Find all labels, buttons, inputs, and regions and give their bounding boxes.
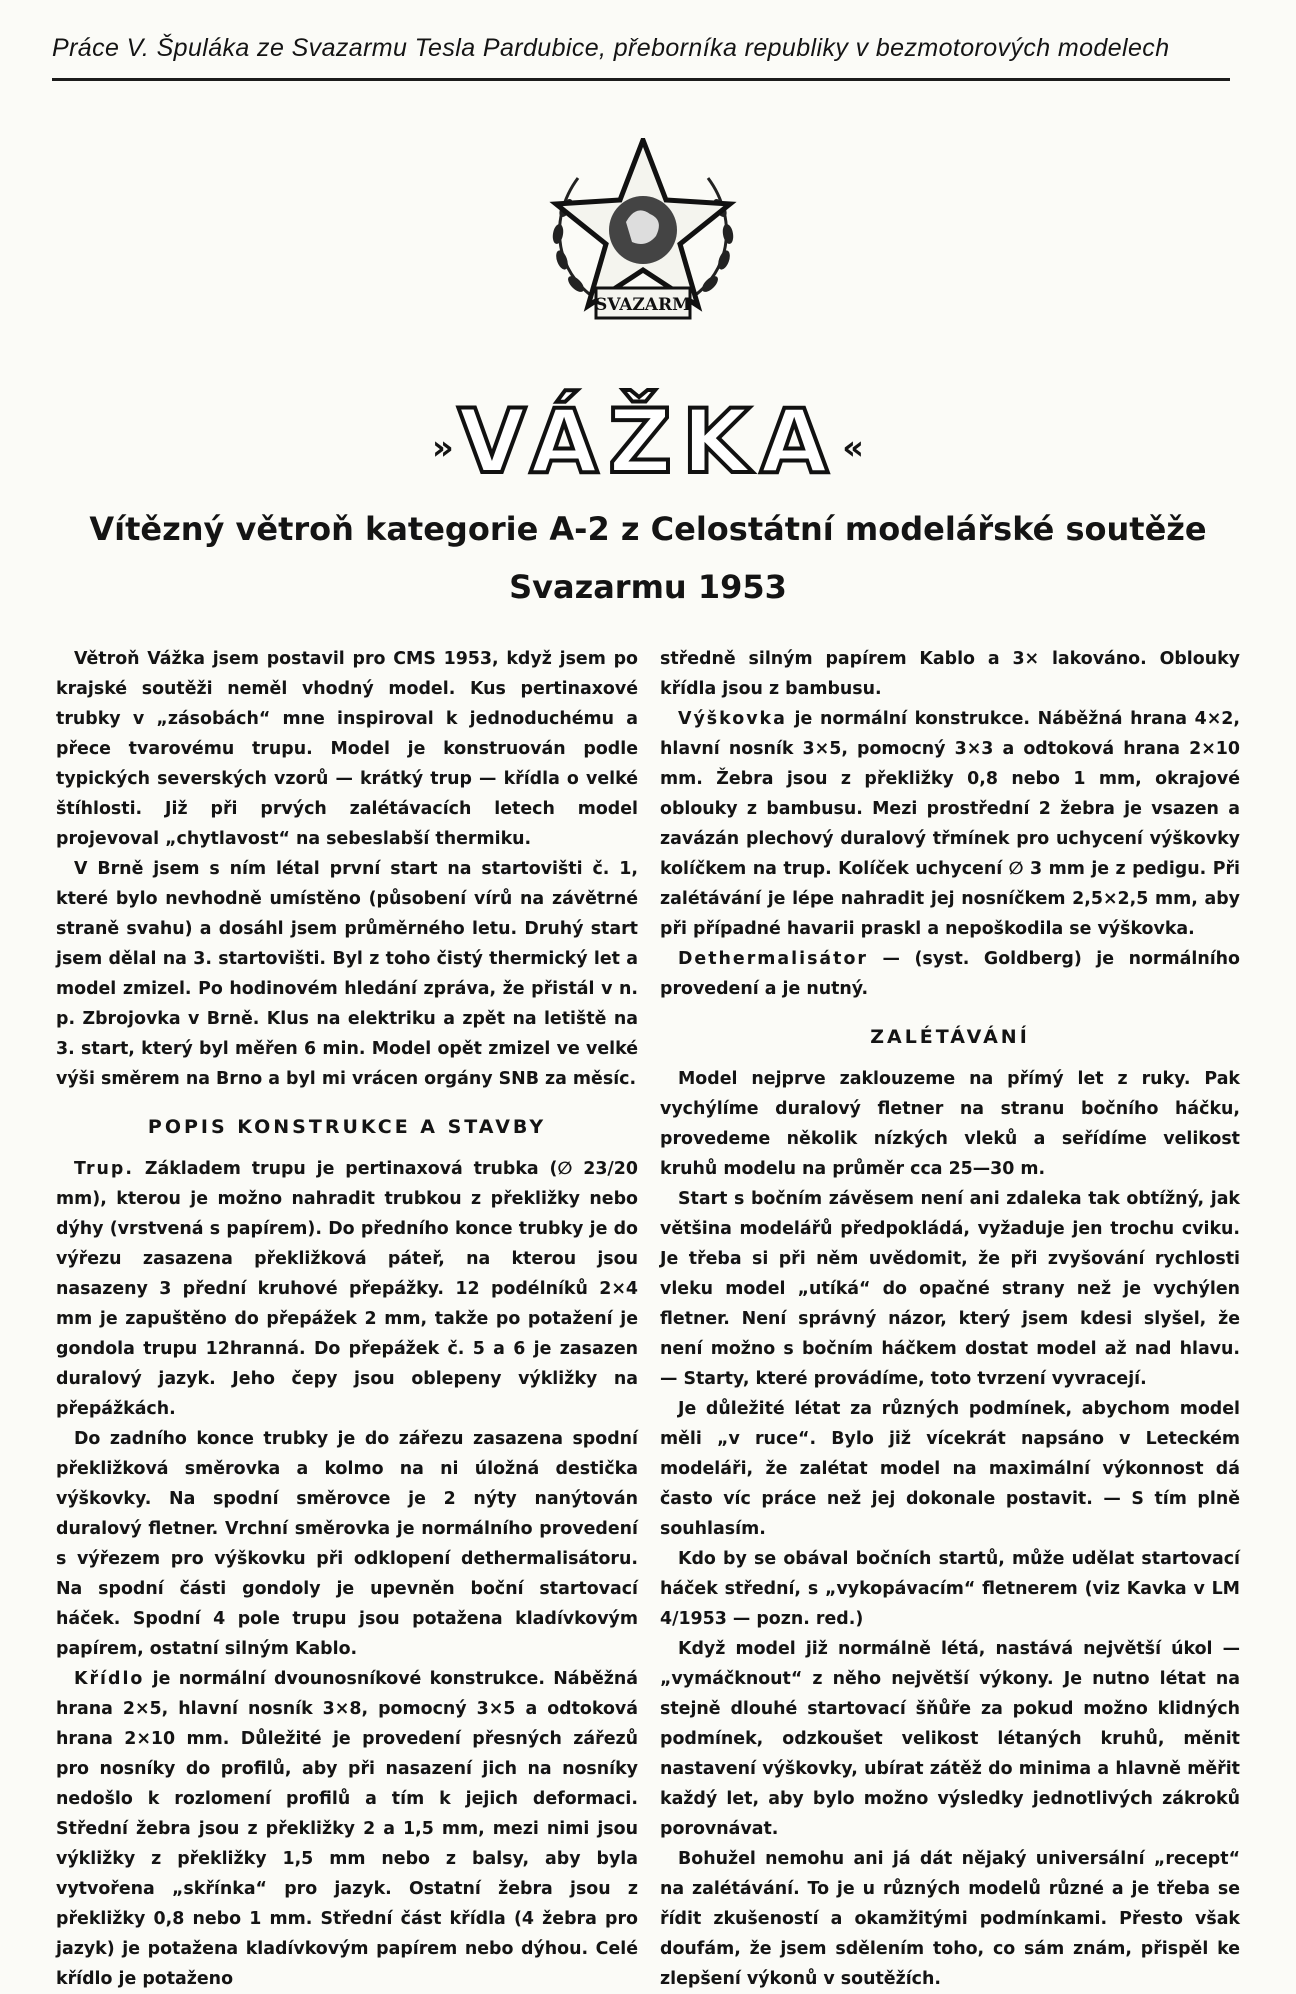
svazarm-emblem-icon bbox=[538, 138, 748, 340]
kridlo-label: Křídlo bbox=[74, 1669, 145, 1689]
left-column bbox=[56, 644, 638, 1994]
vyskovka-label: Výškovka bbox=[678, 709, 787, 729]
paragraph: Větroň Vážka jsem postavil pro CMS 1953, když jsem po krajské soutěži neměl vhodný model. Kus pertinaxové trubky v „zásobách“ mne inspiroval k jednoduchému a přece tvarovému trupu. Model je konstruován podle typických severských vzorů — krátký trup — křídla o velké štíhlosti. Již při prvých zalétávacích letech model projevoval „chytlavost“ na sebeslabší thermiku. bbox=[56, 649, 638, 849]
title-word: VÁŽKA bbox=[457, 390, 839, 493]
paragraph-kridlo bbox=[56, 1664, 638, 1994]
article-title bbox=[0, 390, 1296, 493]
paragraph: Model nejprve zaklouzeme na přímý let z ruky. Pak vychýlíme duralový fletner na stranu bočního háčku, provedeme několik nízkých vleků a seřídíme velikost kruhů modelu na průměr cca 25—30 m. bbox=[660, 1069, 1240, 1179]
vyskovka-text: je normální konstrukce. Náběžná hrana 4×2, hlavní nosník 3×5, pomocný 3×3 a odtoková hrana 2×10 mm. Žebra jsou z překližky 0,8 nebo 1 mm, okrajové oblouky z bambusu. Mezi prostřední 2 žebra je vsazen a zavázán plechový duralový třmínek pro uchycení výškovky kolíčkem na trup. Kolíček uchycení ∅ 3 mm je z pedigu. Při zalétávání je lépe nahradit jej nosníčkem 2,5×2,5 mm, aby při případné havarii praskl a nepoškodila se výškovka. bbox=[660, 709, 1240, 939]
emblem-label: SVAZARM bbox=[595, 295, 691, 315]
kridlo-text: je normální dvounosníkové konstrukce. Náběžná hrana 2×5, hlavní nosník 3×8, pomocný 3×5 a odtoková hrana 2×10 mm. Důležité je provedení přesných zářezů pro nosníky do profilů, aby při nasazení jich na nosníky nedošlo k rozlomení profilů a tím k jejich deformaci. Střední žebra jsou z překližky 2 a 1,5 mm, mezi nimi jsou výkližky z překližky 1,5 mm nebo z balsy, aby byla vytvořena „skřínka“ pro jazyk. Ostatní žebra jsou z překližky 0,8 nebo 1 mm. Střední část křídla (4 žebra pro jazyk) je potažena kladívkovým papírem nebo dýhou. Celé křídlo je potaženo bbox=[56, 1669, 638, 1989]
subtitle-line-2: Svazarmu 1953 bbox=[509, 568, 787, 606]
deth-label: Dethermalisátor bbox=[678, 949, 868, 969]
trup-text: Základem trupu je pertinaxová trubka (∅ 23/20 mm), kterou je možno nahradit trubkou z překližky nebo dýhy (vrstvená s papírem). Do předního konce trubky je do výřezu zasazena překližková páteř, na kterou jsou nasazeny 3 přední kruhové přepážky. 12 podélníků 2×4 mm je zapuštěno do přepážek 2 mm, takže po potažení je gondola trupu 12hranná. Do přepážek č. 5 a 6 je zasazen duralový jazyk. Jeho čepy jsou oblepeny výkližky na přepážkách. bbox=[56, 1159, 638, 1419]
paragraph: V Brně jsem s ním létal první start na startovišti č. 1, které bylo nevhodně umístěno (působení vírů na závětrné straně svahu) a dosáhl jsem průměrného letu. Druhý start jsem dělal na 3. startovišti. Byl z toho čistý thermický let a model zmizel. Po hodinovém hledání zpráva, že přistál v n. p. Zbrojovka v Brně. Klus na elektriku a zpět na letiště na 3. start, který byl měřen 6 min. Model opět zmizel ve velké výši směrem na Brno a byl mi vrácen orgány SNB za měsíc. bbox=[56, 859, 638, 1089]
paragraph: Bohužel nemohu ani já dát nějaký universální „recept“ na zalétávání. To je u různých modelů různé a je třeba se řídit zkušeností a okamžitými podmínkami. Přesto však doufám, že jsem sdělením toho, co sám znám, přispěl ke zlepšení výkonů v soutěžích. bbox=[660, 1849, 1240, 1989]
paragraph: Když model již normálně létá, nastává největší úkol — „vymáčknout“ z něho největší výkony. Je nutno létat na stejně dlouhé startovací šňůře za pokud možno klidných podmínek, odzkoušet velikost létaných kruhů, měnit nastavení výškovky, ubírat zátěž do minima a hlavně měřit každý let, aby bylo možno výsledky jednotlivých zákroků porovnávat. bbox=[660, 1639, 1240, 1839]
section-heading-zaletavani: ZALÉTÁVÁNÍ bbox=[870, 1026, 1030, 1048]
paragraph: Je důležité létat za různých podmínek, abychom model měli „v ruce“. Bylo již vícekrát napsáno v Leteckém modeláři, že zalétat model na maximální výkonnost dá často víc práce než jej dokonale postavit. — S tím plně souhlasím. bbox=[660, 1399, 1240, 1539]
page-header: Práce V. Špuláka ze Svazarmu Tesla Pardubice, přeborníka republiky v bezmotorových modelech bbox=[52, 34, 1170, 62]
paragraph: Start s bočním závěsem není ani zdaleka tak obtížný, jak většina modelářů předpokládá, vyžaduje jen trochu cviku. Je třeba si při něm uvědomit, že při zvyšování rychlosti vleku model „utíká“ do opačné strany než je vychýlen fletner. Není správný názor, který jsem kdesi slyšel, že není možno s bočním háčkem dostat model až nad hlavu. — Starty, které provádíme, toto tvrzení vyvracejí. bbox=[660, 1189, 1240, 1389]
paragraph-vyskovka bbox=[660, 704, 1240, 944]
trup-label: Trup. bbox=[74, 1159, 134, 1179]
subtitle-line-1: Vítězný větroň kategorie A-2 z Celostátní modelářské soutěže bbox=[89, 510, 1207, 548]
paragraph: Kdo by se obával bočních startů, může udělat startovací háček střední, s „vykopávacím“ fletnerem (viz Kavka v LM 4/1953 — pozn. red.) bbox=[660, 1549, 1240, 1629]
paragraph-trup bbox=[56, 1154, 638, 1424]
header-rule bbox=[52, 78, 1230, 81]
deth-text: — (syst. Goldberg) je normálního provedení a je nutný. bbox=[660, 949, 1240, 999]
title-right-quote: « bbox=[842, 428, 865, 469]
title-left-quote: » bbox=[431, 428, 454, 469]
section-heading-construction: POPIS KONSTRUKCE A STAVBY bbox=[147, 1116, 547, 1138]
paragraph: středně silným papírem Kablo a 3× lakováno. Oblouky křídla jsou z bambusu. bbox=[660, 649, 1240, 699]
paragraph-dethermalisator bbox=[660, 944, 1240, 1004]
paragraph: Do zadního konce trubky je do zářezu zasazena spodní překližková směrovka a kolmo na ni úložná destička výškovky. Na spodní směrovce je 2 nýty nanýtován duralový fletner. Vrchní směrovka je normálního provedení s výřezem pro výškovku při odklopení dethermalisátoru. Na spodní části gondoly je upevněn boční startovací háček. Spodní 4 pole trupu jsou potažena kladívkovým papírem, ostatní silným Kablo. bbox=[56, 1429, 638, 1659]
right-column bbox=[660, 644, 1240, 1994]
